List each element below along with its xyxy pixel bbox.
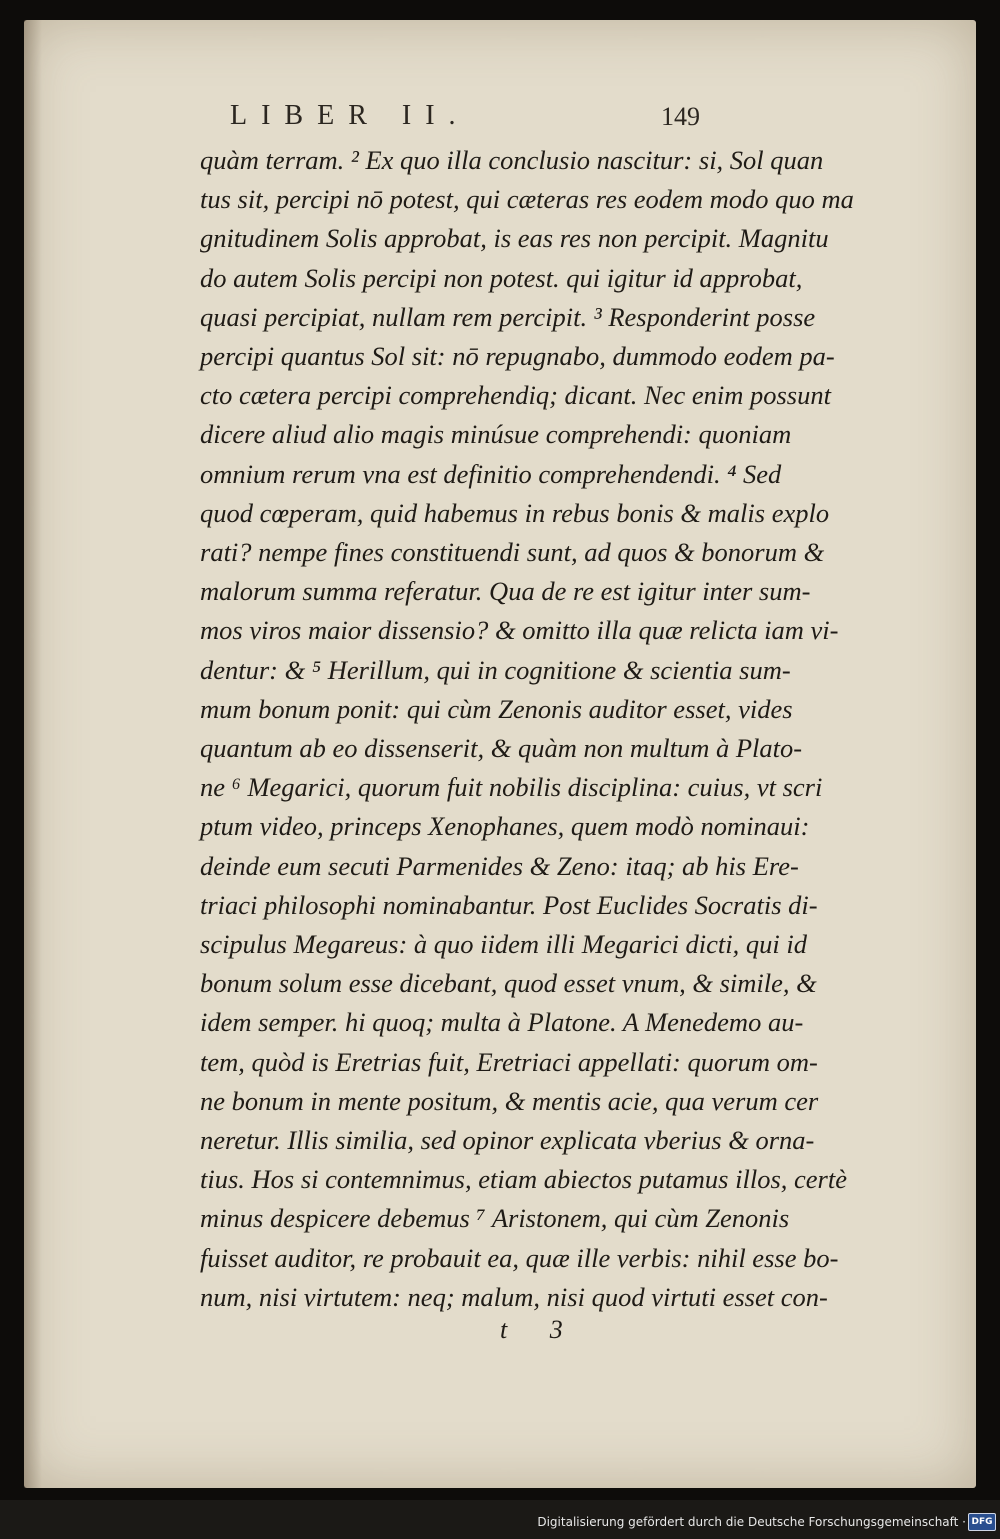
text-line: quasi percipiat, nullam rem percipit. ³ Responderint posse — [200, 301, 816, 332]
text-line: rati? nempe fines constituendi sunt, ad quos & bonorum & — [200, 537, 825, 567]
page-number: 149 — [661, 102, 700, 131]
text-line: num, nisi virtutem: neq; malum, nisi quod virtuti esset con- — [200, 1281, 828, 1312]
text-line: omnium rerum vna est definitio comprehendendi. ⁴ Sed — [200, 458, 782, 489]
text-line: ne bonum in mente positum, & mentis acie, qua verum cer — [200, 1085, 819, 1116]
text-line: mos viros maior dissensio? & omitto illa quæ relicta iam vi- — [200, 615, 839, 646]
text-line: percipi quantus Sol sit: nō repugnabo, dummodo eodem pa- — [200, 341, 835, 371]
running-title: LIBER II. — [230, 100, 470, 131]
page-header — [200, 100, 700, 140]
text-line: dentur: & ⁵ Herillum, qui in cognitione & scientia sum- — [200, 654, 791, 685]
text-line: idem semper. hi quoq; multa à Platone. A Menedemo au- — [200, 1007, 804, 1038]
text-line: quod cœperam, quid habemus in rebus bonis & malis explo — [200, 497, 830, 528]
text-line: mum bonum ponit: qui cùm Zenonis auditor esset, vides — [200, 693, 793, 724]
text-line: tus sit, percipi nō potest, qui cæteras res eodem modo quo ma — [200, 184, 854, 215]
text-line: malorum summa referatur. Qua de re est igitur inter sum- — [200, 576, 811, 607]
digitization-credit: Digitalisierung gefördert durch die Deutsche Forschungsgemeinschaft · — [537, 1515, 966, 1529]
text-line: gnitudinem Solis approbat, is eas res non percipit. Magnitu — [200, 223, 829, 254]
text-line: tem, quòd is Eretrias fuit, Eretriaci appellati: quorum om- — [200, 1046, 818, 1077]
text-line: quantum ab eo dissenserit, & quàm non multum à Plato- — [200, 733, 803, 763]
text-line: cto cætera percipi comprehendiq; dicant. Nec enim possunt — [200, 380, 831, 411]
text-block — [200, 140, 854, 1340]
text-line: quàm terram. ² Ex quo illa conclusio nascitur: si, Sol quan — [200, 145, 824, 175]
text-line: triaci philosophi nominabantur. Post Euclides Socratis di- — [200, 889, 818, 920]
text-line: scipulus Megareus: à quo iidem illi Megarici dicti, qui id — [200, 929, 807, 959]
text-line: dicere aliud alio magis minúsue comprehendi: quoniam — [200, 419, 792, 450]
dfg-logo: DFG — [968, 1513, 996, 1531]
text-line: fuisset auditor, re probauit ea, quæ ille verbis: nihil esse bo- — [200, 1242, 839, 1273]
text-line: deinde eum secuti Parmenides & Zeno: itaq; ab his Ere- — [200, 850, 799, 881]
text-line: ptum video, princeps Xenophanes, quem modò nominaui: — [200, 811, 810, 842]
text-line: minus despicere debemus ⁷ Aristonem, qui cùm Zenonis — [200, 1203, 790, 1234]
text-line: neretur. Illis similia, sed opinor explicata vberius & orna- — [200, 1125, 815, 1155]
text-line: bonum solum esse dicebant, quod esset vnum, & simile, & — [200, 968, 817, 999]
text-line: ne ⁶ Megarici, quorum fuit nobilis disciplina: cuius, vt scri — [200, 772, 823, 803]
text-line: tius. Hos si contemnimus, etiam abiectos putamus illos, certè — [200, 1164, 847, 1195]
text-line: do autem Solis percipi non potest. qui igitur id approbat, — [200, 262, 803, 293]
signature-mark: t 3 — [500, 1315, 581, 1344]
